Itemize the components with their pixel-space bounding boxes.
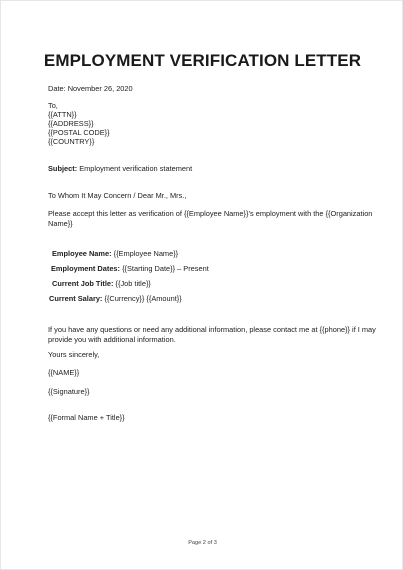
subject-line [48,164,192,173]
recipient-to: To, [48,101,58,110]
contact-line-2: provide you with additional information. [48,335,176,344]
detail-value: {{Job title}} [115,279,151,288]
contact-line-1: If you have any questions or need any additional information, please contact me at {{phone}} if I may [48,325,376,334]
detail-employment-dates [51,264,209,273]
detail-value: {{Employee Name}} [113,249,179,258]
signature-placeholder: {{Signature}} [48,387,90,396]
closing: Yours sincerely, [48,350,100,359]
page-number: Page 2 of 3 [188,540,217,546]
intro-line-1: Please accept this letter as verification of {{Employee Name}}’s employment with the {{Organization [48,209,373,218]
subject-text: Employment verification statement [79,164,193,173]
detail-label: Employee Name: [52,249,112,258]
salutation: To Whom It May Concern / Dear Mr., Mrs., [48,191,187,200]
recipient-attn: {{ATTN}} [48,110,77,119]
detail-value: {{Currency}} {{Amount}} [104,294,182,303]
detail-salary [49,294,182,303]
letter-title: EMPLOYMENT VERIFICATION LETTER [43,51,362,70]
detail-label: Employment Dates: [51,264,120,273]
detail-job-title [52,279,151,288]
detail-employee-name [52,249,178,258]
recipient-postal-code: {{POSTAL CODE}} [48,128,110,137]
detail-label: Current Job Title: [52,279,114,288]
formal-name-title: {{Formal Name + Title}} [48,413,125,422]
intro-line-2: Name}} [48,219,73,228]
sender-name: {{NAME}} [48,368,80,377]
detail-label: Current Salary: [49,294,103,303]
date-line: Date: November 26, 2020 [48,84,133,93]
detail-value: {{Starting Date}} – Present [122,264,209,273]
subject-label: Subject: [48,164,78,173]
recipient-country: {{COUNTRY}} [48,137,95,146]
recipient-address: {{ADDRESS}} [48,119,94,128]
